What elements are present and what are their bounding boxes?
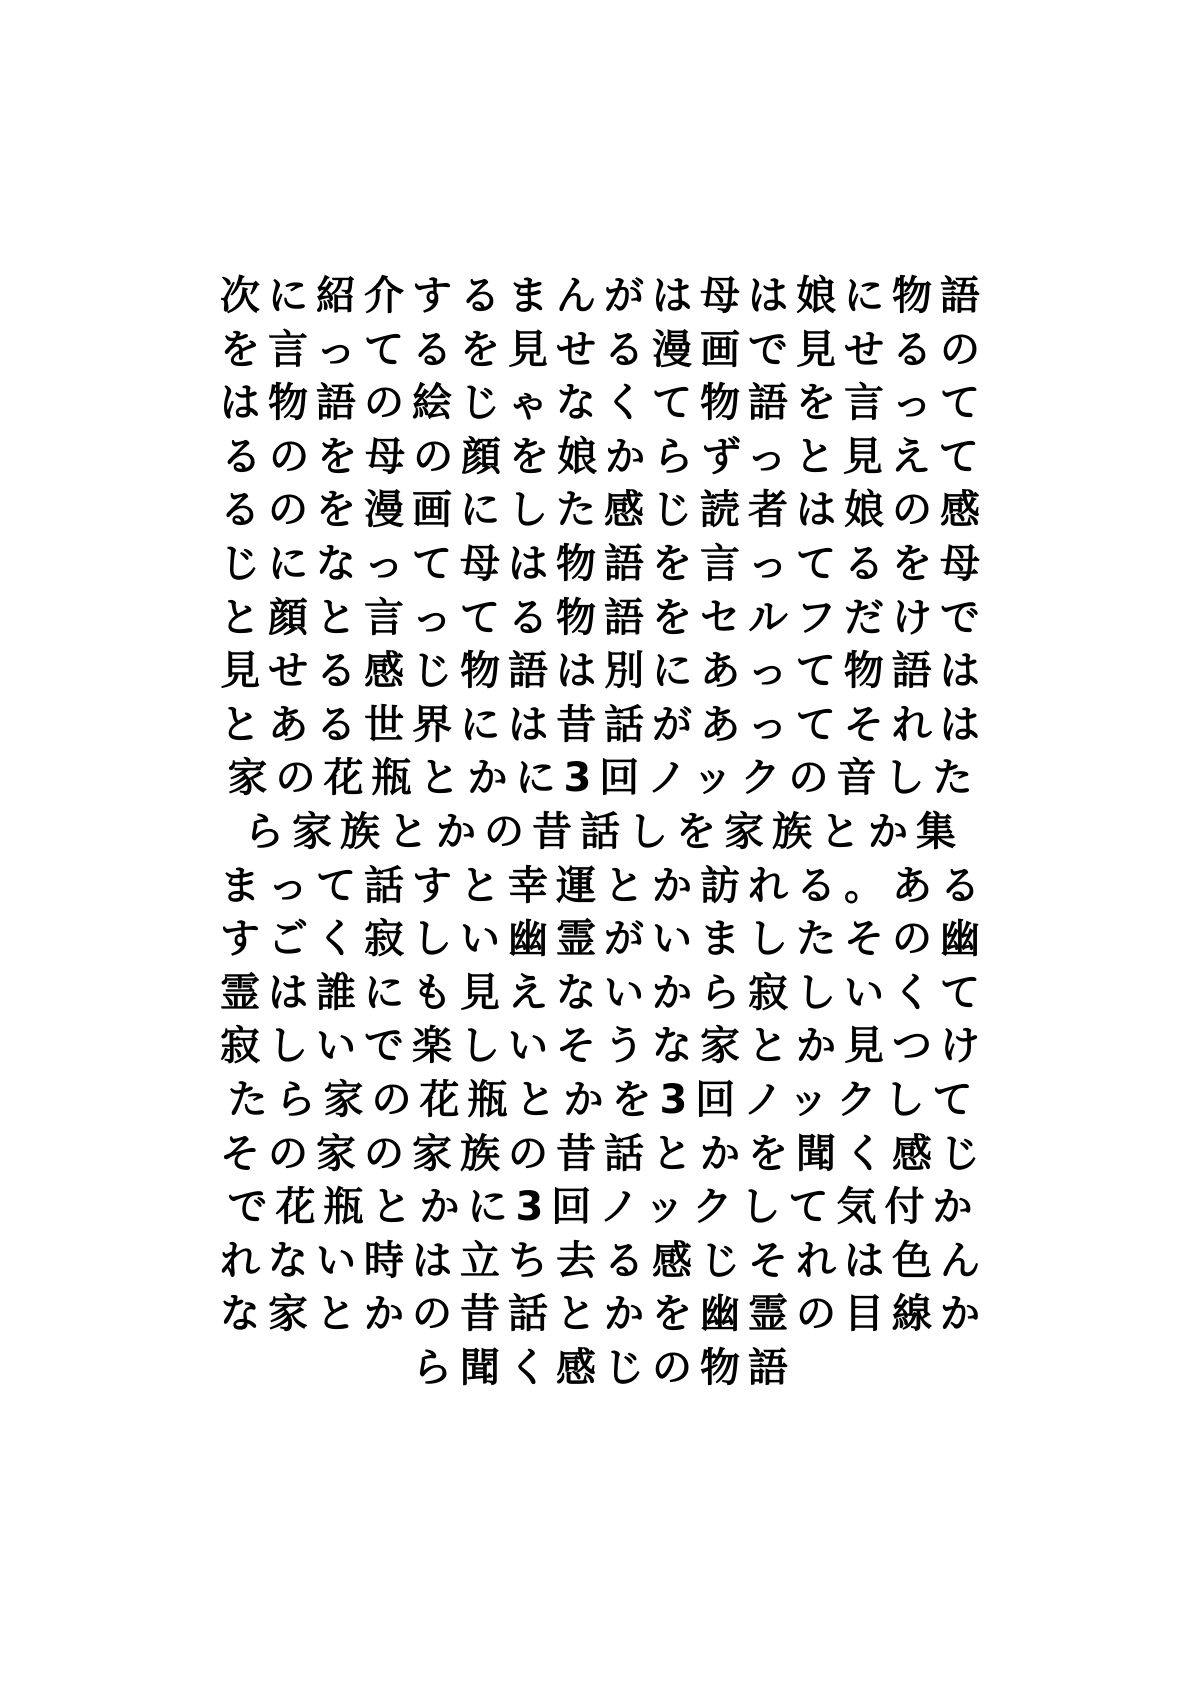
text-line: るのを漫画にした感じ読者は娘の感 [220,487,988,534]
text-line: は物語の絵じゃなくて物語を言って [220,380,988,427]
text-line: その家の家族の昔話とかを聞く感じ [220,1130,988,1177]
text-line: じになって母は物語を言ってるを母 [220,540,988,587]
text-line: 次に紹介するまんがは母は娘に物語 [220,273,988,319]
story-text-block [195,270,1005,1395]
text-line: ら聞く感じの物語 [412,1344,796,1391]
text-line: たら家の花瓶とかを3回ノックして [227,1076,981,1123]
text-line: るのを母の顔を娘からずっと見えて [221,433,987,480]
text-line: れない時は立ち去る感じそれは色ん [220,1237,988,1284]
text-line: ら家族とかの昔話しを家族とか集 [244,808,964,855]
text-line: とある世界には昔話があってそれは [220,701,988,748]
text-line: まって話すと幸運とか訪れる。ある [220,862,988,909]
text-line: 寂しいで楽しいそうな家とか見つけ [220,1023,988,1070]
text-line: 家の花瓶とかに3回ノックの音した [227,755,981,802]
text-line: を言ってるを見せる漫画で見せるの [220,326,988,373]
text-line: な家とかの昔話とかを幽霊の目線か [220,1291,988,1338]
text-line: 霊は誰にも見えないから寂しいくて [220,969,988,1016]
text-line: と顔と言ってる物語をセルフだけで [220,594,988,641]
text-line: すごく寂しい幽霊がいましたその幽 [220,916,988,963]
text-line: 見せる感じ物語は別にあって物語は [220,648,988,695]
text-line: で花瓶とかに3回ノックして気付か [227,1184,981,1231]
